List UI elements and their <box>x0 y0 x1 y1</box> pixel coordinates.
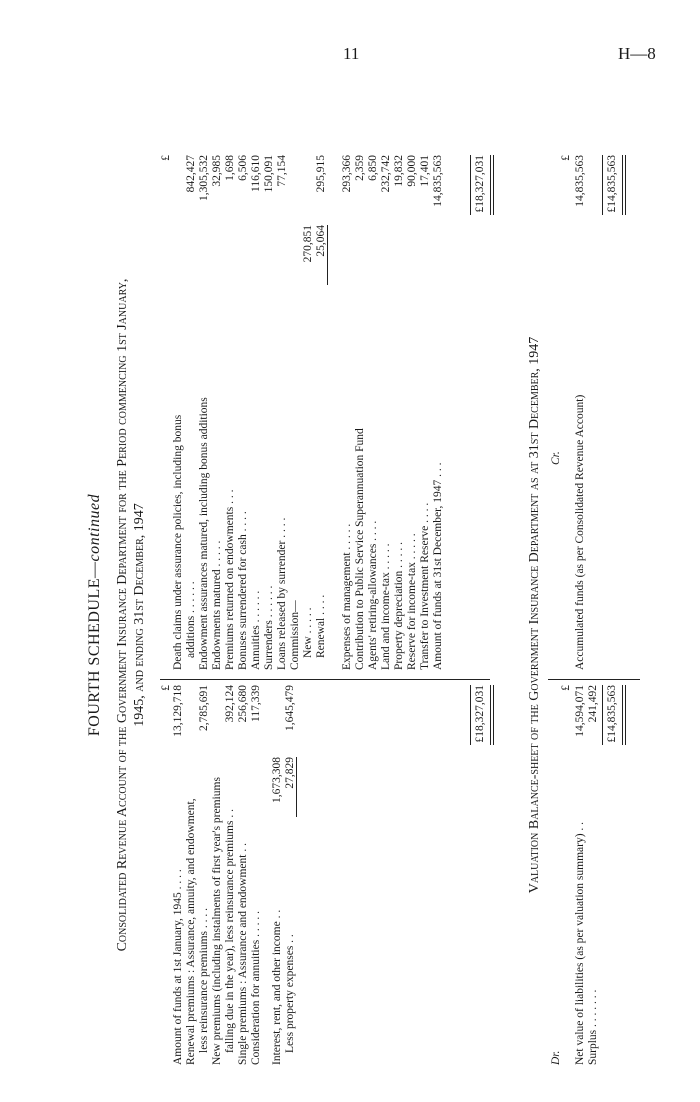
revenue-left-item-label: New premiums (including instalments of first year's premiums <box>211 777 223 1065</box>
revenue-right-item-label: Bonuses surrendered for cash . . . . <box>237 511 249 670</box>
revenue-right-item-label: Amount of funds at 31st December, 1947 . . . <box>432 462 444 670</box>
revenue-right-item-amount: 1,698 <box>224 155 236 181</box>
revenue-right-item-amount: 90,000 <box>406 155 418 187</box>
revenue-left-item-label: Amount of funds at 1st January, 1945 . . . . <box>172 869 184 1065</box>
revenue-left-pound-sign: £ <box>160 685 172 691</box>
balance-left-pound-sign: £ <box>560 685 572 691</box>
revenue-right-total: £18,327,031 <box>474 155 486 213</box>
revenue-right-item-amount: 17,401 <box>419 155 431 187</box>
schedule-title-suffix: continued <box>86 493 103 562</box>
revenue-right-item-amount: 19,832 <box>393 155 405 187</box>
revenue-left-item-amount: 1,645,479 <box>284 685 296 731</box>
balance-left-total: £14,835,563 <box>606 685 618 743</box>
balance-dr-label: Dr. <box>550 1050 562 1065</box>
revenue-left-item-amount: 256,680 <box>237 685 249 723</box>
revenue-right-item-amount: 293,366 <box>341 155 353 193</box>
revenue-right-item-amount: 32,985 <box>211 155 223 187</box>
revenue-right-sub-rule <box>327 225 328 285</box>
balance-left-double-rule <box>622 685 626 745</box>
revenue-right-item-subamount: 270,851 <box>302 225 314 263</box>
revenue-left-item-label: Renewal premiums : Assurance, annuity, and endowment, <box>185 798 197 1065</box>
page-code: H—8 <box>618 44 656 63</box>
balance-left-item-amount: 241,492 <box>587 685 599 723</box>
revenue-title-line1: Consolidated Revenue Account of the Government Insurance Department for the Period commencing 1st January, <box>115 278 130 952</box>
revenue-right-item-amount: 6,506 <box>237 155 249 181</box>
revenue-right-item-label: Property depreciation . . . . . <box>393 541 405 670</box>
revenue-left-item-label: falling due in the year), less reinsurance premiums . . <box>224 809 236 1053</box>
revenue-right-item-label: Renewal . . . . <box>315 594 327 658</box>
revenue-right-item-label: Land and income-tax . . . . . <box>380 543 392 670</box>
revenue-right-item-label: Expenses of management . . . . . <box>341 523 353 670</box>
balance-right-pound-sign: £ <box>560 155 572 161</box>
schedule-title-text: FOURTH SCHEDULE— <box>86 561 103 737</box>
revenue-right-item-label: Death claims under assurance policies, including bonus <box>172 414 184 670</box>
revenue-right-item-subamount: 25,064 <box>315 225 327 257</box>
revenue-right-item-amount: 77,154 <box>276 155 288 187</box>
revenue-left-item-label: Consideration for annuities . . . . . <box>250 911 262 1065</box>
revenue-right-item-amount: 116,610 <box>250 155 262 192</box>
revenue-divider <box>160 679 490 680</box>
revenue-right-item-label: Endowment assurances matured, including bonus additions <box>198 397 210 670</box>
balance-left-rule <box>602 685 603 745</box>
balance-right-item-label: Accumulated funds (as per Consolidated Revenue Account) <box>574 394 586 670</box>
balance-left-item-label: Surplus . . . . . . . <box>587 989 599 1065</box>
balance-right-item-amount: 14,835,563 <box>574 155 586 207</box>
revenue-right-item-amount: 232,742 <box>380 155 392 193</box>
revenue-right-item-label: Premiums returned on endowments . . . <box>224 489 236 670</box>
balance-right-double-rule <box>622 155 626 215</box>
revenue-left-item-label: Interest, rent, and other income . . <box>271 909 283 1065</box>
revenue-right-item-amount: 150,091 <box>263 155 275 193</box>
revenue-account-title <box>114 165 148 1065</box>
revenue-right-item-label: Transfer to Investment Reserve . . . . <box>419 502 431 670</box>
revenue-left-item-amount: 13,129,718 <box>172 685 184 737</box>
revenue-right-item-label: Surrenders . . . . . . <box>263 585 275 670</box>
revenue-right-item-amount: 14,835,563 <box>432 155 444 207</box>
revenue-right-item-label: additions . . . . . . <box>185 581 197 658</box>
page-number: 11 <box>343 44 360 63</box>
balance-right-rule <box>602 155 603 215</box>
balance-cr-label: Cr. <box>550 451 562 465</box>
revenue-title-line2: 1945, and ending 31st December, 1947 <box>132 503 147 727</box>
revenue-right-item-label: Endowments matured . . . . . <box>211 540 223 670</box>
rotated-page-content <box>80 145 680 1085</box>
revenue-right-item-label: New . . . . . <box>302 607 314 658</box>
revenue-right-item-amount: 6,850 <box>367 155 379 181</box>
revenue-left-item-amount: 392,124 <box>224 685 236 723</box>
revenue-left-item-label: Less property expenses . . <box>284 934 296 1053</box>
revenue-right-item-amount: 842,427 <box>185 155 197 193</box>
revenue-right-item-label: Commission— <box>289 600 301 670</box>
revenue-left-item-subamount: 1,673,308 <box>271 757 283 803</box>
balance-left-item-amount: 14,594,071 <box>574 685 586 737</box>
revenue-right-rule <box>470 155 471 215</box>
revenue-right-item-label: Reserve for income-tax . . . . . <box>406 533 418 670</box>
revenue-right-item-label: Annuities . . . . . . <box>250 590 262 670</box>
revenue-right-item-amount: 1,305,532 <box>198 155 210 201</box>
revenue-left-item-amount: 2,785,691 <box>198 685 210 731</box>
revenue-left-rule <box>470 685 471 745</box>
revenue-right-item-amount: 295,915 <box>315 155 327 193</box>
balance-left-item-label: Net value of liabilities (as per valuation summary) . . <box>574 821 586 1065</box>
revenue-right-item-label: Contribution to Public Service Superannuation Fund <box>354 428 366 670</box>
revenue-left-item-label: Single premiums : Assurance and endowment . . <box>237 843 249 1065</box>
balance-right-total: £14,835,563 <box>606 155 618 213</box>
revenue-left-total: £18,327,031 <box>474 685 486 743</box>
revenue-right-double-rule <box>490 155 494 215</box>
revenue-right-item-label: Agents' retiring-allowances . . . . <box>367 520 379 670</box>
revenue-right-item-amount: 2,359 <box>354 155 366 181</box>
revenue-left-sub-rule <box>296 757 297 817</box>
revenue-right-item-label: Loans released by surrender . . . . <box>276 517 288 670</box>
schedule-title <box>86 145 104 1085</box>
balance-sheet-title: Valuation Balance-sheet of the Government Insurance Department as at 31st December, 1947 <box>527 336 542 894</box>
revenue-left-double-rule <box>490 685 494 745</box>
revenue-right-pound-sign: £ <box>160 155 172 161</box>
revenue-left-item-label: less reinsurance premiums . . . . <box>198 908 210 1053</box>
revenue-left-item-amount: 117,339 <box>250 685 262 722</box>
balance-divider <box>548 679 640 680</box>
revenue-left-item-subamount: 27,829 <box>284 757 296 789</box>
